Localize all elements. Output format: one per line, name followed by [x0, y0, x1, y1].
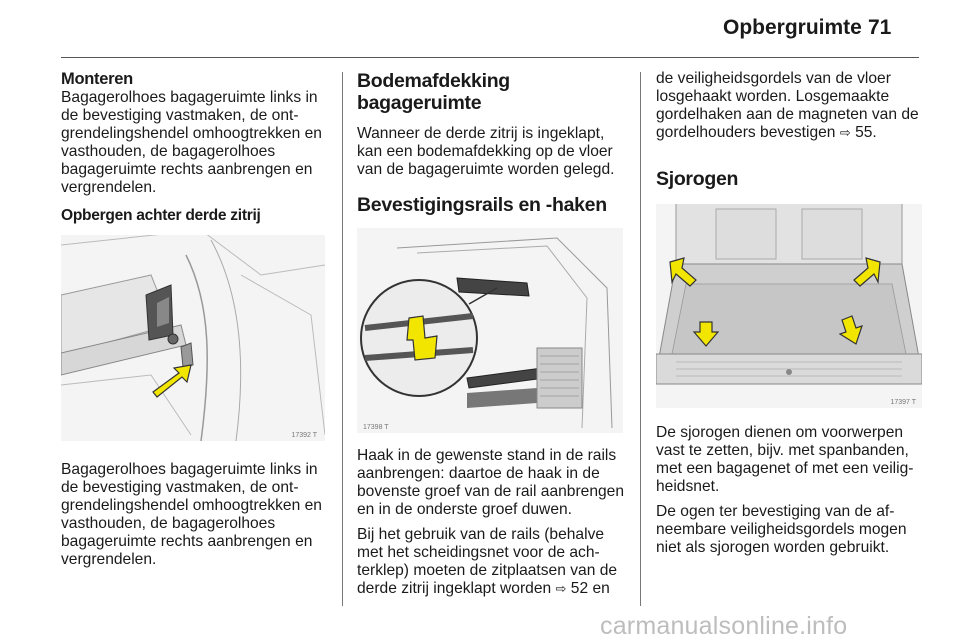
lashing-eyes-illustration [656, 204, 922, 408]
paragraph-monteren: Bagagerolhoes bagageruimte links in de bevestiging vastmaken, de ontgrendelingshendel omhoogtrekken en vasthouden, de bagagerolhoes bagageruimte rechts aanbrengen en vergrendelen. [61, 89, 322, 196]
column-3 [656, 70, 926, 557]
paragraph-opbergen: Bagagerolhoes bagageruimte links in de bevestiging vastmaken, de ontgrendelingshendel omhoogtrekken en vasthouden, de bagagerolhoes bagageruimte rechts aanbrengen en vergrendelen. [61, 461, 322, 568]
figure-number: 17398 T [363, 424, 389, 431]
heading-sjorogen: Sjorogen [656, 168, 739, 190]
page-reference-link[interactable]: 52 [570, 580, 589, 597]
figure-number: 17397 T [890, 399, 916, 406]
page-reference-arrow-icon: ⇨ [555, 581, 567, 596]
figure-cargo-cover-mount [61, 235, 325, 441]
column-divider [640, 72, 641, 606]
paragraph-gordels-text: de veiligheidsgordels van de vloer losgehaakt worden. Losgemaakte gordelhaken aan de magneten van de gordelhouders bevestigen [656, 70, 919, 141]
page-header-title: Opbergruimte [723, 16, 862, 39]
header-divider [61, 57, 919, 58]
paragraph-haak: Haak in de gewenste stand in de rails aanbrengen: daartoe de haak in de bovenste groef van de rail aanbrengen en in de onderste groef duwen. [357, 447, 625, 518]
section-title-monteren: Monteren [61, 70, 133, 88]
cargo-cover-illustration [61, 235, 325, 441]
page-reference-link[interactable]: 55. [855, 124, 877, 141]
fastening-rails-illustration [357, 228, 623, 433]
figure-number: 17392 T [291, 432, 317, 439]
heading-bodemafdekking: Bodemafdekking bagageruimte [357, 70, 510, 114]
column-1 [61, 70, 327, 569]
column-2 [357, 70, 627, 598]
paragraph-gordels [656, 70, 926, 142]
paragraph-rails-gebruik-text: Bij het gebruik van de rails (behalve met het scheidingsnet voor de achterklep) moeten de zitplaatsen van de derde zitrij ingeklapt worden [357, 526, 618, 597]
figure-fastening-rails [357, 228, 623, 433]
paragraph-ogen: De ogen ter bevestiging van de afneembare veiligheidsgordels mogen niet als sjorogen worden gebruikt. [656, 503, 907, 556]
paragraph-sjorogen: De sjorogen dienen om voorwerpen vast te zetten, bijv. met spanbanden, met een bagagenet of met een veiligheidsnet. [656, 424, 914, 495]
page-number: 71 [868, 16, 892, 39]
paragraph-bodemafdekking: Wanneer de derde zitrij is ingeklapt, kan een bodemafdekking op de vloer van de bagageruimte worden gelegd. [357, 125, 615, 178]
page-reference-arrow-icon: ⇨ [839, 125, 851, 140]
watermark: carmanualsonline.info [600, 612, 848, 640]
heading-opbergen-achter-derde-zitrij: Opbergen achter derde zitrij [61, 207, 261, 224]
figure-lashing-eyes [656, 204, 922, 408]
paragraph-rails-gebruik-end: en [592, 580, 610, 597]
heading-bevestigingsrails: Bevestigingsrails en -haken [357, 194, 607, 216]
column-divider [342, 72, 343, 606]
paragraph-rails-gebruik [357, 526, 627, 598]
